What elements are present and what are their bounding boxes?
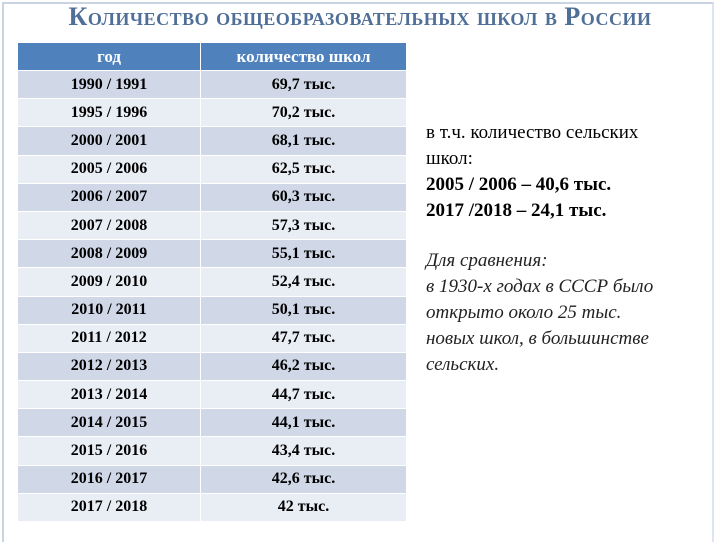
table-row	[18, 436, 406, 464]
cell-count: 50,1 тыс.	[201, 296, 406, 324]
comparison-line-4: новых школ, в большинстве	[426, 328, 649, 349]
comparison-line-3: открыто около 25 тыс.	[426, 302, 622, 323]
cell-year: 2016 / 2017	[18, 465, 201, 493]
cell-year: 2010 / 2011	[18, 296, 201, 324]
cell-year: 1995 / 1996	[18, 98, 201, 126]
comparison-line-1: Для сравнения:	[426, 250, 548, 271]
cell-count: 44,7 тыс.	[201, 380, 406, 408]
cell-year: 2011 / 2012	[18, 324, 201, 352]
cell-count: 42 тыс.	[201, 493, 406, 521]
cell-year: 2009 / 2010	[18, 267, 201, 295]
table-row	[18, 70, 406, 98]
table-row	[18, 380, 406, 408]
cell-count: 42,6 тыс.	[201, 465, 406, 493]
cell-year: 2008 / 2009	[18, 239, 201, 267]
table-header-row	[18, 43, 406, 70]
cell-count: 68,1 тыс.	[201, 126, 406, 154]
rural-line-1: в т.ч. количество сельских	[426, 122, 639, 143]
cell-year: 2006 / 2007	[18, 183, 201, 211]
table-row	[18, 465, 406, 493]
rural-line-2: школ:	[426, 148, 473, 169]
table-row	[18, 98, 406, 126]
table-row	[18, 155, 406, 183]
side-notes	[426, 120, 706, 378]
table-row	[18, 211, 406, 239]
table-row	[18, 352, 406, 380]
spacer	[426, 224, 706, 248]
cell-count: 52,4 тыс.	[201, 267, 406, 295]
cell-count: 60,3 тыс.	[201, 183, 406, 211]
cell-year: 1990 / 1991	[18, 70, 201, 98]
table-row	[18, 324, 406, 352]
cell-count: 46,2 тыс.	[201, 352, 406, 380]
header-count: количество школ	[201, 43, 406, 70]
comparison-line-5: сельских.	[426, 354, 500, 375]
table-row	[18, 493, 406, 521]
table-row	[18, 126, 406, 154]
table-body	[18, 70, 406, 521]
rural-line-4: 2017 /2018 – 24,1 тыс.	[426, 200, 607, 221]
cell-year: 2000 / 2001	[18, 126, 201, 154]
schools-table	[18, 43, 406, 521]
cell-count: 57,3 тыс.	[201, 211, 406, 239]
cell-count: 55,1 тыс.	[201, 239, 406, 267]
cell-year: 2013 / 2014	[18, 380, 201, 408]
cell-year: 2005 / 2006	[18, 155, 201, 183]
table-row	[18, 296, 406, 324]
cell-year: 2007 / 2008	[18, 211, 201, 239]
comparison-line-2: в 1930-х годах в СССР было	[426, 276, 654, 297]
cell-count: 43,4 тыс.	[201, 436, 406, 464]
slide-title: Количество общеобразовательных школ в России	[68, 2, 652, 31]
cell-year: 2015 / 2016	[18, 436, 201, 464]
rural-line-3: 2005 / 2006 – 40,6 тыс.	[426, 174, 612, 195]
cell-year: 2012 / 2013	[18, 352, 201, 380]
table-row	[18, 408, 406, 436]
header-year: год	[18, 43, 201, 70]
cell-count: 69,7 тыс.	[201, 70, 406, 98]
cell-count: 44,1 тыс.	[201, 408, 406, 436]
table-row	[18, 183, 406, 211]
cell-count: 62,5 тыс.	[201, 155, 406, 183]
table-row	[18, 239, 406, 267]
table-row	[18, 267, 406, 295]
cell-count: 47,7 тыс.	[201, 324, 406, 352]
cell-year: 2017 / 2018	[18, 493, 201, 521]
cell-year: 2014 / 2015	[18, 408, 201, 436]
cell-count: 70,2 тыс.	[201, 98, 406, 126]
